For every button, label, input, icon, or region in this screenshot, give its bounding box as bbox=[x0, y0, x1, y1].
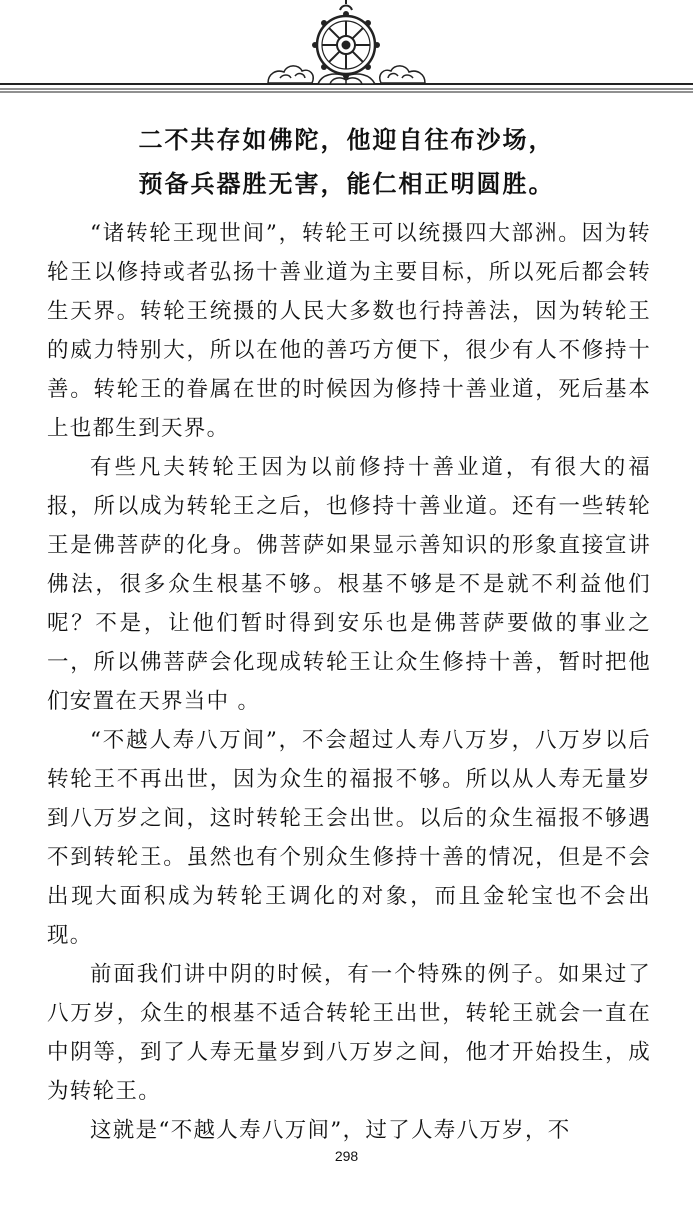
paragraph: 前面我们讲中阴的时候，有一个特殊的例子。如果过了八万岁，众生的根基不适合转轮王出世，转轮王就会一直在中阴等，到了人寿无量岁到八万岁之间，他才开始投生，成为转轮王。 bbox=[47, 962, 651, 1104]
dharma-wheel-icon bbox=[312, 0, 380, 79]
paragraph: “不越人寿八万间”，不会超过人寿八万岁，八万岁以后转轮王不再出世，因为众生的福报不够。所以从人寿无量岁到八万岁之间，这时转轮王会出世。以后的众生福报不够遇不到转轮王。虽然也有个别众生修持十善的情况，但是不会出现大面积成为转轮王调化的对象，而且金轮宝也不会出现。 bbox=[47, 728, 651, 948]
paragraph: 有些凡夫转轮王因为以前修持十善业道，有很大的福报，所以成为转轮王之后，也修持十善业道。还有一些转轮王是佛菩萨的化身。佛菩萨如果显示善知识的形象直接宣讲佛法，很多众生根基不够。根基不够是不是就不利益他们呢？不是，让他们暂时得到安乐也是佛菩萨要做的事业之一，所以佛菩萨会化现成转轮王让众生修持十善，暂时把他们安置在天界当中 。 bbox=[47, 455, 651, 714]
verse-line: 预备兵器胜无害，能仁相正明圆胜。 bbox=[138, 170, 555, 198]
verse bbox=[0, 118, 693, 206]
body-text bbox=[47, 214, 651, 1150]
paragraph: 这就是“不越人寿八万间”，过了人寿八万岁，不 bbox=[90, 1118, 571, 1143]
page-number: 298 bbox=[334, 1148, 359, 1164]
header-ornament bbox=[0, 0, 693, 110]
paragraph: “诸转轮王现世间”，转轮王可以统摄四大部洲。因为转轮王以修持或者弘扬十善业道为主要目标，所以死后都会转生天界。转轮王统摄的人民大多数也行持善法，因为转轮王的威力特别大，所以在他的善巧方便下，很少有人不修持十善。转轮王的眷属在世的时候因为修持十善业道，死后基本上也都生到天界。 bbox=[47, 221, 651, 441]
verse-line: 二不共存如佛陀，他迎自往布沙场， bbox=[138, 126, 555, 154]
cloud-left-icon bbox=[268, 66, 313, 83]
cloud-right-icon bbox=[380, 66, 425, 83]
header-rule bbox=[0, 84, 693, 92]
